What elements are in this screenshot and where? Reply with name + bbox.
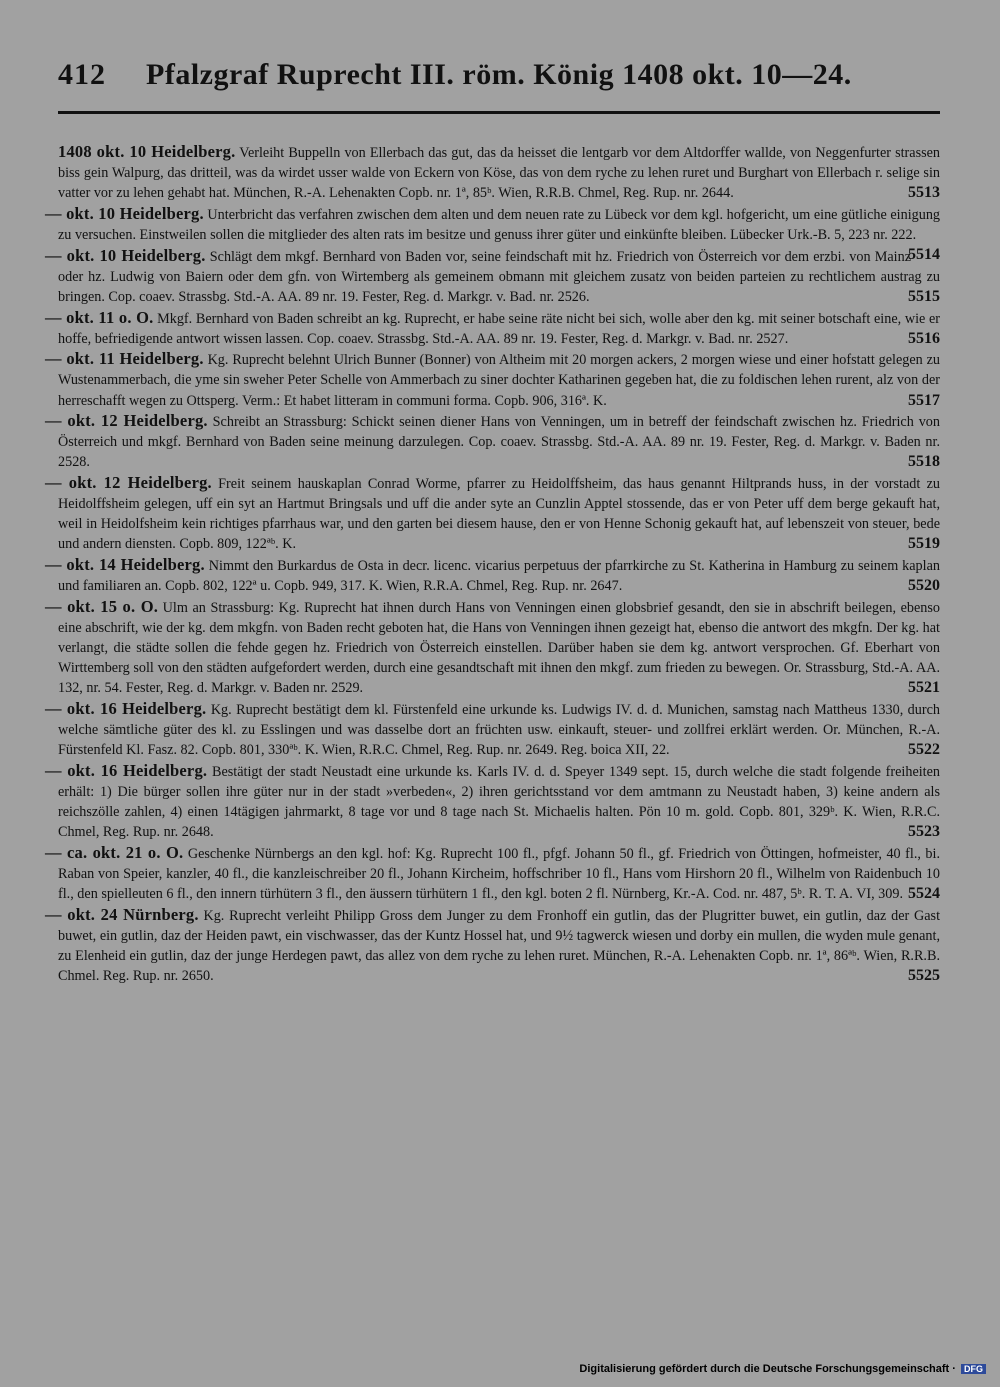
entry-text: Bestätigt der stadt Neustadt eine urkunde ks. Karls IV. d. d. Speyer 1349 sept. 15, durch welche die stadt folgende freiheiten erhält: 1) Die bürger sollen ihre güter nur in der stadt »verbeden«, 2) ihren gerichtsstand vor dem amtmann zu Neustadt haben, 3) keine andern als reichszölle zahlen, 4) einen 14tägigen jahrmarkt, 8 tage vor und 8 tage nach St. Michaelis halten. Pön 10 m. gold. Copb. 801, 329ᵇ. K. Wien, R.R.C. Chmel, Reg. Rup. nr. 2648. (58, 763, 941, 841)
entry-text: Kg. Ruprecht verleiht Philipp Gross dem Junger zu dem Fronhoff ein gutlin, das der Plugritter buwet, ein gutlin, daz der Gast buwet, ein gutlin, daz der Heiden pawt, ein vischwasser, das der Kuntz Hossel hat, und 9½ tagwerck wiesen und dorby ein mullen, die wyden mule genant, zu Elenheid ein gutlin, daz der junge Herdegen pawt, das allez von dem ryche zu lehen ruret. München, R.-A. Lehenakten Copb. nr. 1ª, 86ªᵇ. Wien, R.R.B. Chmel. Reg. Rup. nr. 2650. (58, 907, 941, 984)
entry-text: Nimmt den Burkardus de Osta in decr. licenc. vicarius perpetuus der pfarrkirche zu St. Katherina in Hamburg zu seinem kaplan und familiaren an. Copb. 802, 122ª u. Copb. 949, 317. K. Wien, R.R.A. Chmel, Reg. Rup. nr. 2647. (58, 558, 940, 595)
credit-text: Digitalisierung gefördert durch die Deutsche Forschungsgemeinschaft · (579, 1363, 956, 1375)
running-title: Pfalzgraf Ruprecht III. röm. König 1408 okt. 10—24. (146, 58, 852, 91)
regest-entry (45, 349, 940, 410)
dfg-logo: DFG (961, 1364, 986, 1374)
entry-number: 5513 (908, 184, 940, 202)
entry-text: Schlägt dem mkgf. Bernhard von Baden vor, seine feindschaft mit hz. Friedrich von Österreich vor dem erzbi. von Mainz oder hz. Ludwig von Baiern oder dem gfn. von Wirtemberg als gemeinem obmann mit gleichem zusatz von beiden parteien zu rechtlichem austrag zu bringen. Cop. coaev. Strassbg. Std.-A. AA. 89 nr. 19. Fester, Reg. d. Markgr. v. Bad. nr. 2526. (58, 248, 940, 305)
entry-text: Geschenke Nürnbergs an den kgl. hof: Kg. Ruprecht 100 fl., pfgf. Johann 50 fl., gf. Friedrich von Öttingen, hofmeister, 40 fl., bi. Raban von Speier, kanzler, 40 fl., die kanzleischreiber 20 fl., Johann Kircheim, hoffschriber 10 fl., Hans vom Hirshorn 20 fl., Wilhelm von Raidenbuch 10 fl., den spielleuten 6 fl., den innern türhütern 3 fl., den äussern türhütern 1 fl., den kgl. boten 2 fl. Nürnberg, Kr.-A. Cod. nr. 487, 5ᵇ. R. T. A. VI, 309. (58, 845, 941, 902)
entry-date-place: — okt. 16 Heidelberg. (45, 698, 207, 718)
entry-date-place: — ca. okt. 21 o. O. (45, 842, 184, 862)
entry-text: Kg. Ruprecht bestätigt dem kl. Fürstenfeld eine urkunde ks. Ludwigs IV. d. d. Munichen, samstag nach Mattheus 1330, durch welche sämtliche güter des kl. zu Esslingen und was dasselbe dort an früchten usw. einkauft, steuer- und zollfrei erklärt werden. Or. München, R.-A. Fürstenfeld Kl. Fasz. 82. Copb. 801, 330ªᵇ. K. Wien, R.R.C. Chmel, Reg. Rup. nr. 2649. Reg. boica XII, 22. (58, 701, 940, 759)
entry-number: 5515 (908, 287, 940, 305)
entry-number: 5524 (908, 884, 940, 902)
regest-entry (45, 308, 940, 349)
entry-text: Mkgf. Bernhard von Baden schreibt an kg. Ruprecht, er habe seine räte nicht bei sich, wolle aber den kg. mit seiner botschaft eine, wie er hoffe, befriedigende antwort wissen lassen. Cop. coaev. Strassbg. Std.-A. AA. 89 nr. 19. Fester, Reg. d. Markgr. v. Bad. nr. 2527. (58, 310, 940, 347)
entry-date-place: 1408 okt. 10 Heidelberg. (58, 142, 236, 161)
entry-text: Freit seinem hauskaplan Conrad Worme, pfarrer zu Heidolffsheim, das haus genannt Hiltprands huss, in der vorstadt zu Heidolffsheim gelegen, uff ein syt an Hartmut Bringsals und uff die ander syte an Cunzlin Apptel stossende, das er von Peter uff dem berge gekauft hat, weil in Heidolfsheim kein richtiges pfarrhaus war, und den garten bei diesem hause, den er von Henne Schonig gekauft hat, auf lebenszeit von steuer, bede und andern diensten. Copb. 809, 122ªᵇ. K. (58, 476, 940, 553)
entry-date-place: — okt. 16 Heidelberg. (45, 760, 208, 780)
entry-date-place: — okt. 24 Nürnberg. (45, 904, 199, 924)
header-rule (58, 111, 940, 114)
entry-number: 5514 (908, 246, 940, 264)
entry-number: 5517 (908, 391, 940, 409)
regest-entry (45, 761, 940, 842)
regest-entry (45, 843, 940, 904)
entry-date-place: — okt. 10 Heidelberg. (45, 203, 204, 223)
entry-date-place: — okt. 12 Heidelberg. (45, 411, 208, 431)
entry-number: 5523 (908, 823, 940, 841)
page-header (58, 58, 938, 104)
page-number: 412 (58, 58, 106, 91)
entry-date-place: — okt. 15 o. O. (45, 596, 159, 616)
regest-entry (45, 905, 940, 986)
regesta-list (45, 142, 940, 987)
regest-entry (45, 203, 941, 264)
regest-entry (45, 555, 940, 596)
entry-date-place: — okt. 11 o. O. (45, 307, 154, 327)
regest-entry (45, 411, 940, 472)
entry-date-place: — okt. 10 Heidelberg. (45, 245, 206, 265)
entry-number: 5522 (908, 741, 940, 759)
entry-number: 5519 (908, 535, 940, 553)
entry-number: 5516 (908, 329, 940, 347)
regest-entry (45, 246, 940, 307)
entry-text: Kg. Ruprecht belehnt Ulrich Bunner (Bonner) von Altheim mit 20 morgen ackers, 2 morgen wiese und einer hofstatt gelegen zu Wustenammerbach, die yme sin sweher Peter Schelle von Ammerbach zu siner dochter Katharinen gegeben hat, die zu foldischen lehen rurent, alz von der herreschafft wegen zu Ottsperg. Verm.: Et habet litteram in communi forma. Copb. 906, 316ª. K. (58, 352, 940, 409)
entry-number: 5521 (908, 679, 940, 697)
regest-entry (45, 597, 940, 698)
regest-entry (45, 142, 940, 203)
regest-entry (45, 473, 940, 554)
regest-entry (45, 699, 940, 760)
entry-text: Verleiht Buppelln von Ellerbach das gut, das da heisset die lentgarb vor dem Altdorffer wallde, von Neggenfurter strassen biss gein Walpurg, das dritteil, was da wirdet usser walde von Eckern von Köse, das von dem ryche zu lehen ruret und Burghart von Ellerbach r. selige sin vatter vor zu lehen gehabt hat. München, R.-A. Lehenakten Copb. nr. 1ª, 85ᵇ. Wien, R.R.B. Chmel, Reg. Rup. nr. 2644. (58, 145, 941, 202)
entry-number: 5525 (908, 966, 940, 984)
entry-text: Schreibt an Strassburg: Schickt seinen diener Hans von Venningen, um in betreff der feindschaft zwischen hz. Friedrich von Österreich und mkgf. Bernhard von Baden seine meinung darzulegen. Cop. coaev. Strassbg. Std.-A. AA. 89 nr. 19. Fester, Reg. d. Markgr. v. Baden nr. 2528. (58, 414, 940, 471)
entry-number: 5518 (908, 453, 940, 471)
digitization-credit (579, 1363, 986, 1375)
entry-date-place: — okt. 11 Heidelberg. (45, 349, 204, 369)
entry-date-place: — okt. 12 Heidelberg. (45, 473, 212, 493)
entry-text: Ulm an Strassburg: Kg. Ruprecht hat ihnen durch Hans von Venningen einen globsbrief gesandt, den sie in abschrift beilegen, ebenso eine abschrift, wie der kg. dem mkgfn. von Baden recht geboten hat, die Hans von Venningen ihnen gezeigt hat, ebenso die antwort des mkgfn. Der kg. hat verlangt, die städte sollen die fehde gegen hz. Friedrich von Österreich einstellen. Darüber haben sie dem kg. antwort versprochen. Gf. Eberhart von Wirttemberg soll von den städten aufgefordert werden, durch eine gesandtschaft mit ihnen den mkgf. zum frieden zu bewegen. Or. Strassburg, Std.-A. AA. 132, nr. 54. Fester, Reg. d. Markgr. v. Baden nr. 2529. (58, 599, 940, 697)
entry-date-place: — okt. 14 Heidelberg. (45, 555, 205, 575)
entry-number: 5520 (908, 577, 940, 595)
entry-text: Unterbricht das verfahren zwischen dem alten und dem neuen rate zu Lübeck vor dem kgl. hofgericht, um eine gütliche einigung zu versuchen. Einstweilen sollen die mitglieder des alten rats im besitze und genuss ihrer güter und einkünfte bleiben. Lübecker Urk.-B. 5, 223 nr. 222. (58, 206, 941, 243)
